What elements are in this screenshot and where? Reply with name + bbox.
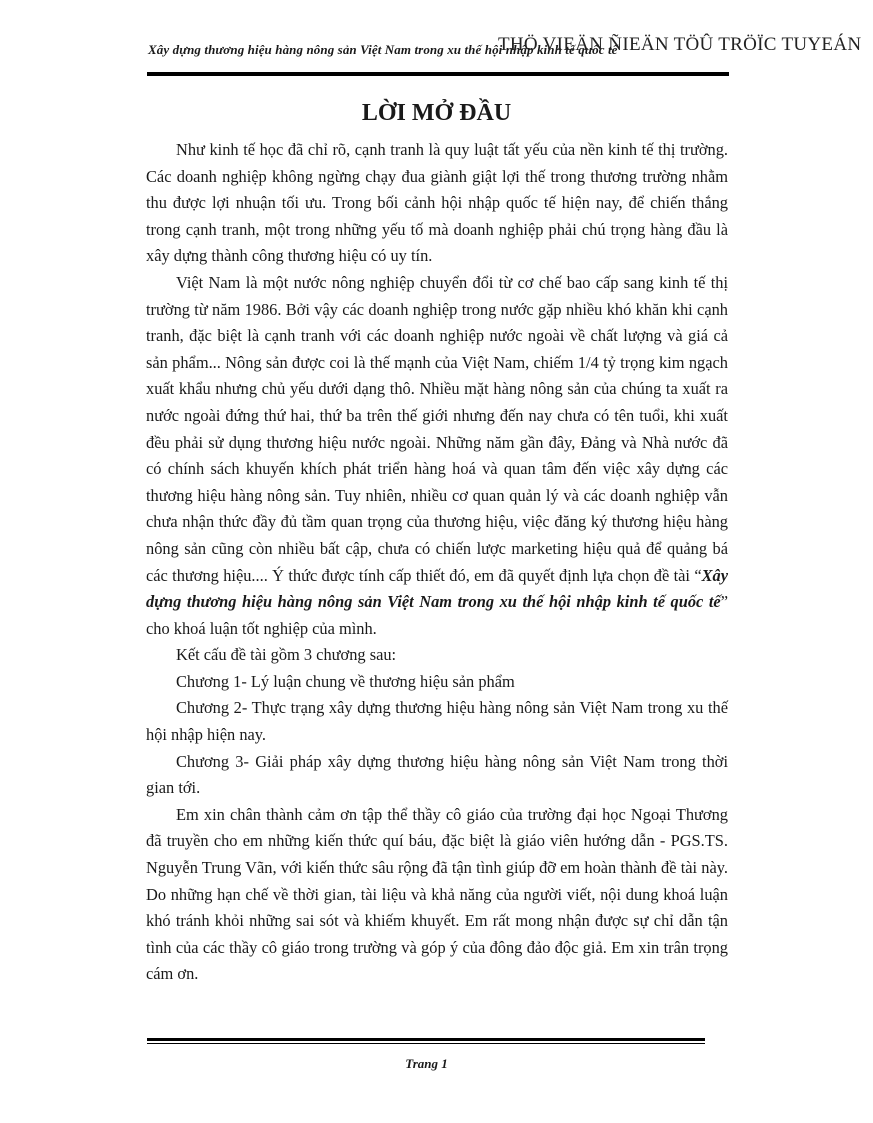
body-text [146,137,728,988]
header-rule [147,72,729,76]
page-title: LỜI MỞ ĐẦU [361,100,512,126]
paragraph-context-end: ” cho khoá luận tốt nghiệp của mình. [146,592,728,638]
footer-rule-thin [147,1043,705,1044]
running-header-title: Xây dựng thương hiệu hàng nông sản Việt Nam trong xu thế hội nhập kinh tế quốc tế [148,42,618,57]
chapter-3: Chương 3- Giải pháp xây dựng thương hiệu hàng nông sản Việt Nam trong thời gian tới. [146,751,728,798]
page-number: Trang 1 [405,1056,448,1071]
chapter-1: Chương 1- Lý luận chung về thương hiệu sản phẩm [176,671,515,691]
paragraph-context-start: Việt Nam là một nước nông nghiệp chuyển đổi từ cơ chế bao cấp sang kinh tế thị trường từ năm 1986. Bởi vậy các doanh nghiệp trong nước gặp nhiều khó khăn khi cạnh tranh, đặc biệt là cạnh tranh với các doanh nghiệp nước ngoài về chất lượng và giá cả sản phẩm... Nông sản được coi là thế mạnh của Việt Nam, chiếm 1/4 tỷ trọng kim ngạch xuất khẩu nhưng chủ yếu dưới dạng thô. Nhiều mặt hàng nông sản của chúng ta xuất ra nước ngoài đứng thứ hai, thứ ba trên thế giới nhưng đến nay chưa có tên tuổi, khi xuất đều phải sử dụng thương hiệu nước ngoài. Những năm gần đây, Đảng và Nhà nước đã có chính sách khuyến khích phát triển hàng hoá và quan tâm đến việc xây dựng các thương hiệu hàng nông sản. Tuy nhiên, nhiều cơ quan quản lý và các doanh nghiệp vẫn chưa nhận thức đầy đủ tầm quan trọng của thương hiệu, việc đăng ký thương hiệu hàng nông sản cũng còn nhiều bất cập, chưa có chiến lược marketing hiệu quả để quảng bá các thương hiệu.... Ý thức được tính cấp thiết đó, em đã quyết định lựa chọn đề tài “ [146,272,728,585]
paragraph-context [146,270,728,642]
watermark-text: THÖ VIEÄN ÑIEÄN TÖÛ TRÖÏC TUYEÁN [498,34,862,55]
thesis-topic: Xây dựng thương hiệu hàng nông sản Việt Nam trong xu thế hội nhập kinh tế quốc tế [146,565,728,612]
footer-rule-thick [147,1038,705,1041]
paragraph-thanks: Em xin chân thành cảm ơn tập thể thầy cô giáo của trường đại học Ngoại Thương đã truyền cho em những kiến thức quí báu, đặc biệt là giáo viên hướng dẫn - PGS.TS. Nguyễn Trung Vãn, với kiến thức sâu rộng đã tận tình giúp đỡ em hoàn thành đề tài này. Do những hạn chế về thời gian, tài liệu và khả năng của người viết, nội dung khoá luận khó tránh khỏi những sai sót và khiếm khuyết. Em rất mong nhận được sự chỉ dẫn tận tình của các thầy cô giáo trong trường và góp ý của đông đảo độc giả. Em xin trân trọng cám ơn. [146,804,728,984]
paragraph-intro: Như kinh tế học đã chỉ rõ, cạnh tranh là quy luật tất yếu của nền kinh tế thị trường. Các doanh nghiệp không ngừng chạy đua giành giật lợi thế trong thương trường nhằm thu được lợi nhuận tối ưu. Trong bối cảnh hội nhập quốc tế hiện nay, để chiến thắng trong cạnh tranh, một trong những yếu tố mà doanh nghiệp phải chú trọng hàng đầu là xây dựng thành công thương hiệu có uy tín. [146,140,728,266]
chapter-2: Chương 2- Thực trạng xây dựng thương hiệu hàng nông sản Việt Nam trong xu thế hội nhập hiện nay. [146,698,728,745]
paragraph-structure: Kết cấu đề tài gồm 3 chương sau: [176,645,397,665]
